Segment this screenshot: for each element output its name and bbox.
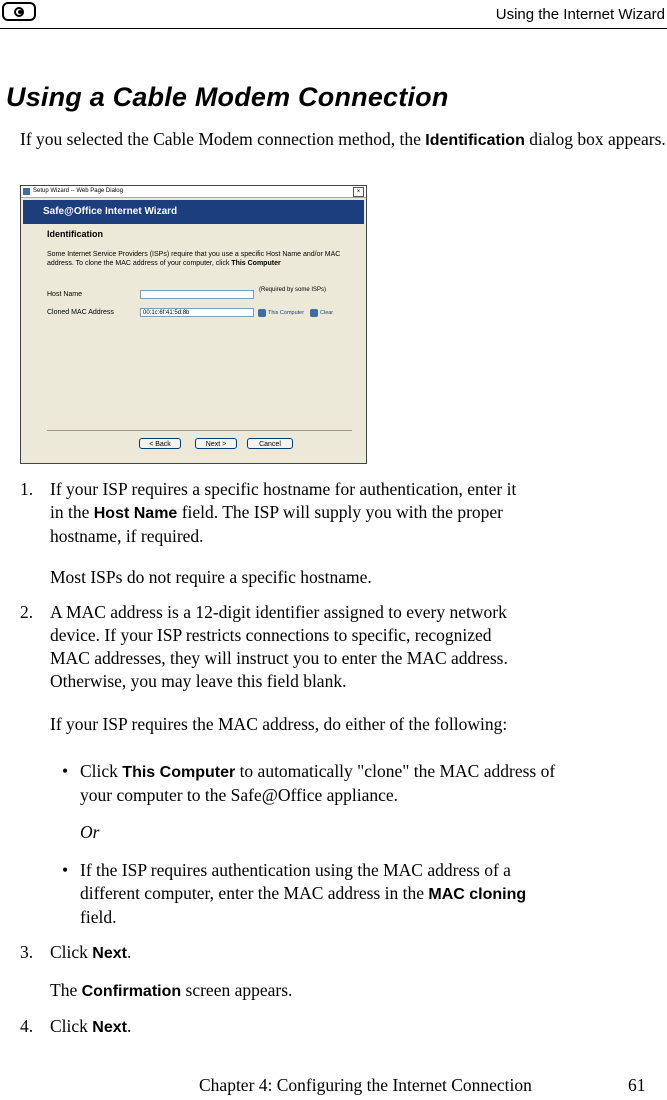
page-number: 61	[628, 1075, 646, 1095]
wizard-banner: Safe@Office Internet Wizard	[23, 200, 364, 224]
cancel-button[interactable]: Cancel	[247, 438, 293, 449]
or-text: Or	[80, 822, 100, 842]
dialog-section-title: Identification	[47, 229, 103, 239]
mac-address-input[interactable]: 00:1c:6f:41:5d:8b	[140, 308, 254, 317]
this-computer-link[interactable]: This Computer	[268, 310, 305, 316]
list-item: 1. If your ISP requires a specific hostname for authentication, enter it in the Host Name field. The ISP will supply you with the proper hostname, if required.	[20, 479, 517, 546]
clear-link[interactable]: Clear	[320, 310, 334, 316]
close-icon[interactable]: ×	[353, 187, 364, 197]
list-item: 4. Click Next.	[20, 1016, 132, 1036]
section-heading: Using a Cable Modem Connection	[6, 82, 449, 112]
clear-icon[interactable]	[310, 309, 318, 317]
required-note: (Required by some ISPs)	[259, 287, 327, 293]
step-note: The Confirmation screen appears.	[50, 980, 293, 1000]
list-item: 3. Click Next.	[20, 942, 132, 962]
window-icon	[23, 188, 30, 195]
intro-paragraph: If you selected the Cable Modem connection method, the Identification dialog box appears.	[20, 129, 666, 149]
step-note: If your ISP requires the MAC address, do either of the following:	[50, 714, 508, 734]
dialog-separator	[47, 430, 352, 431]
mac-address-label: Cloned MAC Address	[47, 309, 114, 316]
footer-chapter: Chapter 4: Configuring the Internet Connection	[199, 1075, 532, 1095]
logo-icon	[2, 2, 36, 21]
dialog-description: Some Internet Service Providers (ISPs) require that you use a specific Host Name and/or MAC address. To clone the MAC address of your computer, click This Computer	[47, 251, 341, 267]
dialog-title-bar: Setup Wizard -- Web Page Dialog ×	[21, 186, 366, 198]
identification-dialog-screenshot	[20, 185, 367, 464]
next-button[interactable]: Next >	[195, 438, 237, 449]
running-header: Using the Internet Wizard	[495, 6, 665, 23]
header-rule	[0, 28, 667, 29]
list-item: • If the ISP requires authentication using the MAC address of a different computer, enter the MAC address in the MAC cloning field.	[62, 860, 527, 927]
back-button[interactable]: < Back	[139, 438, 181, 449]
list-item: 2. A MAC address is a 12-digit identifier assigned to every network device. If your ISP restricts connections to specific, recognized MAC addresses, they will instruct you to enter the MAC address. Otherwise, you may leave this field blank.	[20, 602, 508, 691]
host-name-input[interactable]	[140, 290, 254, 299]
host-name-label: Host Name	[47, 291, 83, 298]
list-item: • Click This Computer to automatically "clone" the MAC address of your computer to the Safe@Office appliance.	[62, 761, 556, 805]
step-note: Most ISPs do not require a specific hostname.	[50, 567, 372, 587]
this-computer-icon[interactable]	[258, 309, 266, 317]
